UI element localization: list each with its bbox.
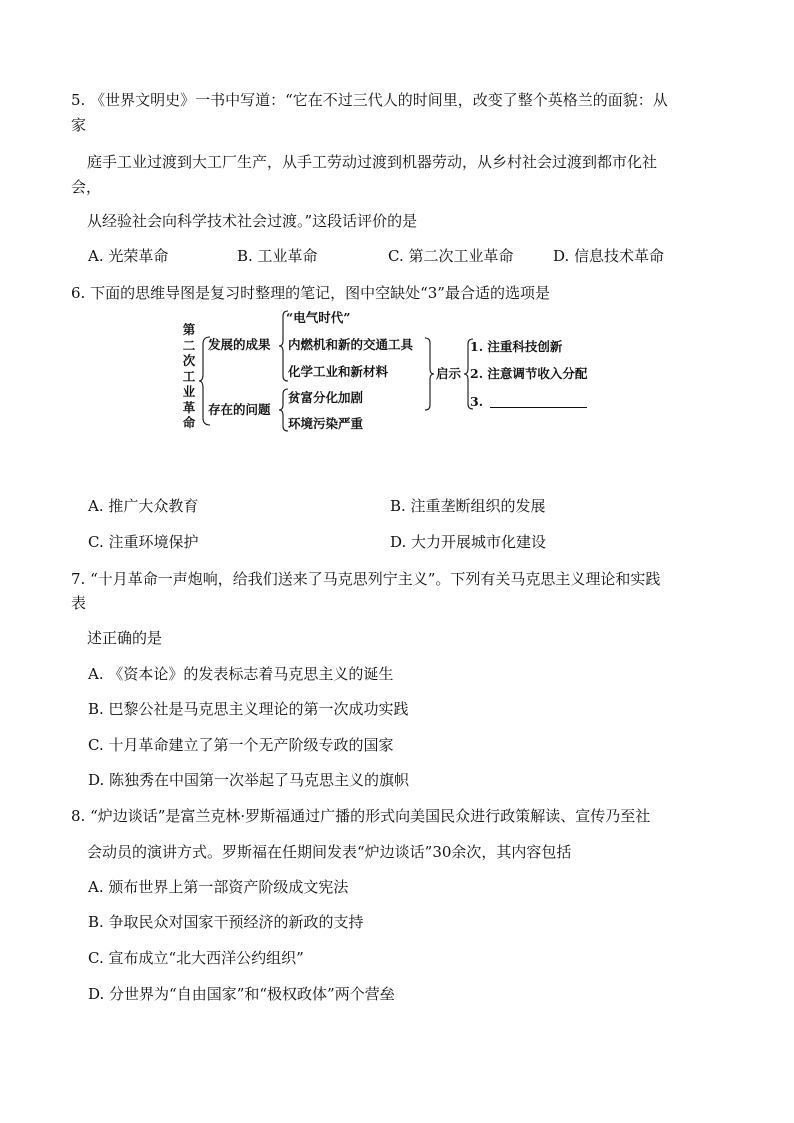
q5-option-a: A. 光荣革命: [88, 247, 169, 265]
q5-option-d: D. 信息技术革命: [553, 247, 665, 265]
q5-stem-line1: 5. 《世界文明史》一书中写道：“它在不过三代人的时间里，改变了整个英格兰的面貌：从: [71, 91, 668, 109]
q8-option-b: B. 争取民众对国家干预经济的新政的支持: [88, 913, 364, 931]
q7-stem-line1: 7. “十月革命一声炮响，给我们送来了马克思列宁主义”。下列有关马克思主义理论和实践: [71, 570, 661, 588]
mindmap-root-text: 第 二 次 工 业 革 命: [182, 322, 196, 430]
q5-stem-line4: 会，: [71, 178, 102, 196]
q6-option-a: A. 推广大众教育: [88, 497, 199, 515]
branch-achievements: 发展的成果: [208, 337, 271, 352]
answer-blank-line: [490, 407, 587, 408]
q8-option-a: A. 颁布世界上第一部资产阶级成文宪法: [88, 878, 349, 896]
q5-stem-line5: 从经验社会向科学技术社会过渡。”这段话评价的是: [87, 212, 418, 230]
q8-option-d: D. 分世界为“自由国家”和“极权政体”两个营垒: [88, 985, 395, 1003]
q5-option-b: B. 工业革命: [237, 247, 318, 265]
inspiration-item-1: 1. 注重科技创新: [470, 339, 563, 354]
q5-stem-line3: 庭手工业过渡到大工厂生产，从手工劳动过渡到机器劳动，从乡村社会过渡到都市化社: [87, 153, 658, 171]
q7-stem-line2: 表: [71, 594, 87, 612]
q7-option-c: C. 十月革命建立了第一个无产阶级专政的国家: [88, 736, 394, 754]
q6-stem: 6. 下面的思维导图是复习时整理的笔记，图中空缺处“3”最合适的选项是: [71, 284, 550, 302]
achievement-item-1: “电气时代”: [286, 310, 351, 325]
q5-option-c: C. 第二次工业革命: [388, 247, 514, 265]
achievement-item-2: 内燃机和新的交通工具: [288, 337, 414, 352]
q7-option-d: D. 陈独秀在中国第一次举起了马克思主义的旗帜: [88, 771, 410, 789]
q7-stem-line3: 述正确的是: [87, 629, 163, 647]
branch-problems: 存在的问题: [208, 402, 271, 417]
q8-stem-line1: 8. “炉边谈话”是富兰克林·罗斯福通过广播的形式向美国民众进行政策解读、宣传乃至社: [71, 807, 651, 825]
q7-option-b: B. 巴黎公社是马克思主义理论的第一次成功实践: [88, 700, 409, 718]
q6-option-d: D. 大力开展城市化建设: [390, 533, 547, 551]
inspiration-label: 启示: [436, 366, 462, 381]
inspiration-item-3: 3.: [470, 394, 484, 409]
achievement-item-3: 化学工业和新材料: [288, 364, 389, 379]
q6-option-b: B. 注重垄断组织的发展: [390, 497, 546, 515]
q8-stem-line2: 会动员的演讲方式。罗斯福在任期间发表“炉边谈话”30余次，其内容包括: [87, 843, 572, 861]
inspiration-item-2: 2. 注意调节收入分配: [470, 366, 588, 381]
q7-option-a: A. 《资本论》的发表标志着马克思主义的诞生: [88, 665, 394, 683]
q6-option-c: C. 注重环境保护: [88, 533, 199, 551]
summary-brace: [424, 337, 434, 411]
q8-option-c: C. 宣布成立“北大西洋公约组织”: [88, 949, 304, 967]
problem-item-1: 贫富分化加剧: [288, 390, 364, 405]
q5-stem-line2: 家: [71, 116, 87, 134]
problem-item-2: 环境污染严重: [288, 416, 364, 431]
